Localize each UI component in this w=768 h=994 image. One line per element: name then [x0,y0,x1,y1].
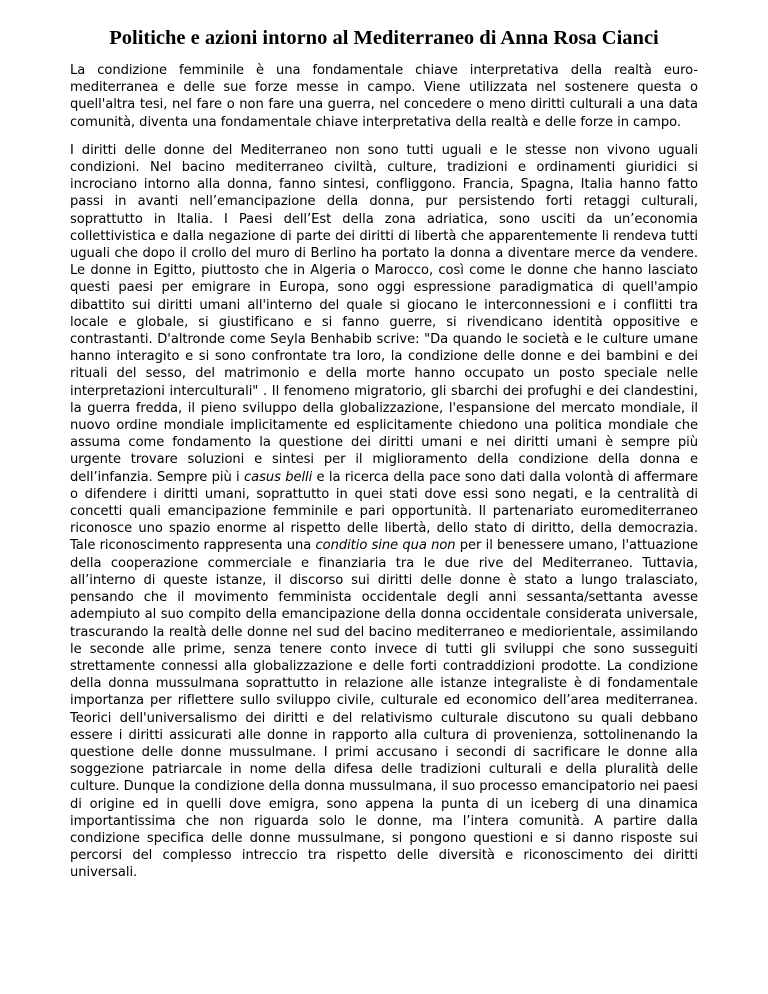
paragraph-main-text-3: per il benessere umano, l'attuazione della cooperazione commerciale e finanziaria tra le due rive del Mediterraneo. Tuttavia, all’interno di queste istanze, il discorso sui diritti delle donne è stato a lungo tralasciato, pensando che il movimento femminista occidentale degli anni sessanta/settanta avesse adempiuto al suo compito della emancipazione della donna occidentale considerata universale, trascurando la realtà delle donne nel sud del bacino mediterraneo e mediorientale, assimilando le seconde alle prime, senza tenere conto invece di tutti gli sviluppi che sono susseguiti strettamente connessi alla globalizzazione e delle forti contraddizioni prodotte. La condizione della donna mussulmana soprattutto in relazione alle istanze integraliste è di fondamentale importanza per riflettere sullo sviluppo civile, culturale ed economico dell’area mediterranea. Teorici dell'universalismo dei diritti e del relativismo culturale discutono su quali debbano essere i diritti assicurati alle donne in rapporto alla cultura di provenienza, sottolinenando la questione delle donne mussulmane. I primi accusano i secondi di sacrificare le donne alla soggezione patriarcale in nome della difesa delle tradizioni culturali e della pluralità delle culture. Dunque la condizione della donna mussulmana, il suo processo emancipatorio nei paesi di origine ed in quelli dove emigra, sono appena la punta di un iceberg di una dinamica importantissima che non riguarda solo le donne, ma l’intera comunità. A partire dalla condizione specifica delle donne mussulmane, si pongono questioni e si danno risposte sui percorsi del complesso intreccio tra rispetto delle diversità e riconoscimento dei diritti universali. [70,538,698,881]
paragraph-main-text-2: e la ricerca della pace sono dati dalla volontà di affermare o difendere i diritti umani, soprattutto in quei stati dove essi sono negati, e la centralità di concetti quali emancipazione femminile e pari opportunità. Il partenariato euromediterraneo riconosce uno spazio enorme al rispetto delle libertà, dello stato di diritto, della democrazia. Tale riconoscimento rappresenta una [70,469,698,554]
document-title: Politiche e azioni intorno al Mediterraneo di Anna Rosa Cianci [109,27,659,49]
italic-casus-belli: casus belli [243,469,313,485]
paragraph-main-text-1: I diritti delle donne del Mediterraneo non sono tutti uguali e le stesse non vivono uguali condizioni. Nel bacino mediterraneo civiltà, culture, tradizioni e ordinamenti giuridici si incrociano intorno alla donna, fanno sintesi, confliggono. Francia, Spagna, Italia hanno fatto passi in avanti nell’emancipazione della donna, pur persistendo forti retaggi culturali, soprattutto in Italia. I Paesi dell’Est della zona adriatica, sono usciti da un’economia collettivistica e dalla negazione di parte dei diritti di libertà che apparentemente li rendeva tutti uguali che dopo il crollo del muro di Berlino ha portato la donna a diventare merce da vendere. Le donne in Egitto, piuttosto che in Algeria o Marocco, così come le donne che hanno lasciato questi paesi per emigrare in Europa, sono oggi espressione paradigmatica di quell'ampio dibattito sui diritti umani all'interno del quale si giocano le interconnessioni e i conflitti tra locale e globale, si giustificano e si fanno guerre, si rivendicano identità oppositive e contrastanti. D'altronde come Seyla Benhabib scrive: "Da quando le società e le culture umane hanno interagito e si sono confrontate tra loro, la condizione delle donne e dei bambini e dei rituali del sesso, del matrimonio e della morte hanno occupato un posto speciale nelle interpretazioni interculturali" . Il fenomeno migratorio, gli sbarchi dei profughi e dei clandestini, la guerra fredda, il pieno sviluppo della globalizzazione, l'espansione del mercato mondiale, il nuovo ordine mondiale implicitamente ed esplicitamente chiedono una politica mondiale che assuma come fondamento la questione dei diritti umani e nei diritti umani è sempre più urgente trovare soluzioni e sintesi per il miglioramento della condizione della donna e dell’infanzia. Sempre più i [70,142,698,485]
italic-conditio-sine-qua-non: conditio sine qua non [315,538,456,554]
paragraph-intro: La condizione femminile è una fondamentale chiave interpretativa della realtà euro-mediterranea e delle sue forze messe in campo. Viene utilizzata nel sostenere questa o quell'altra tesi, nel fare o non fare una guerra, nel concedere o meno diritti culturali a una data comunità, diventa una fondamentale chiave interpretativa della realtà e delle forze in campo. [70,63,698,130]
paragraph-main [70,142,698,882]
document-page [70,24,698,893]
